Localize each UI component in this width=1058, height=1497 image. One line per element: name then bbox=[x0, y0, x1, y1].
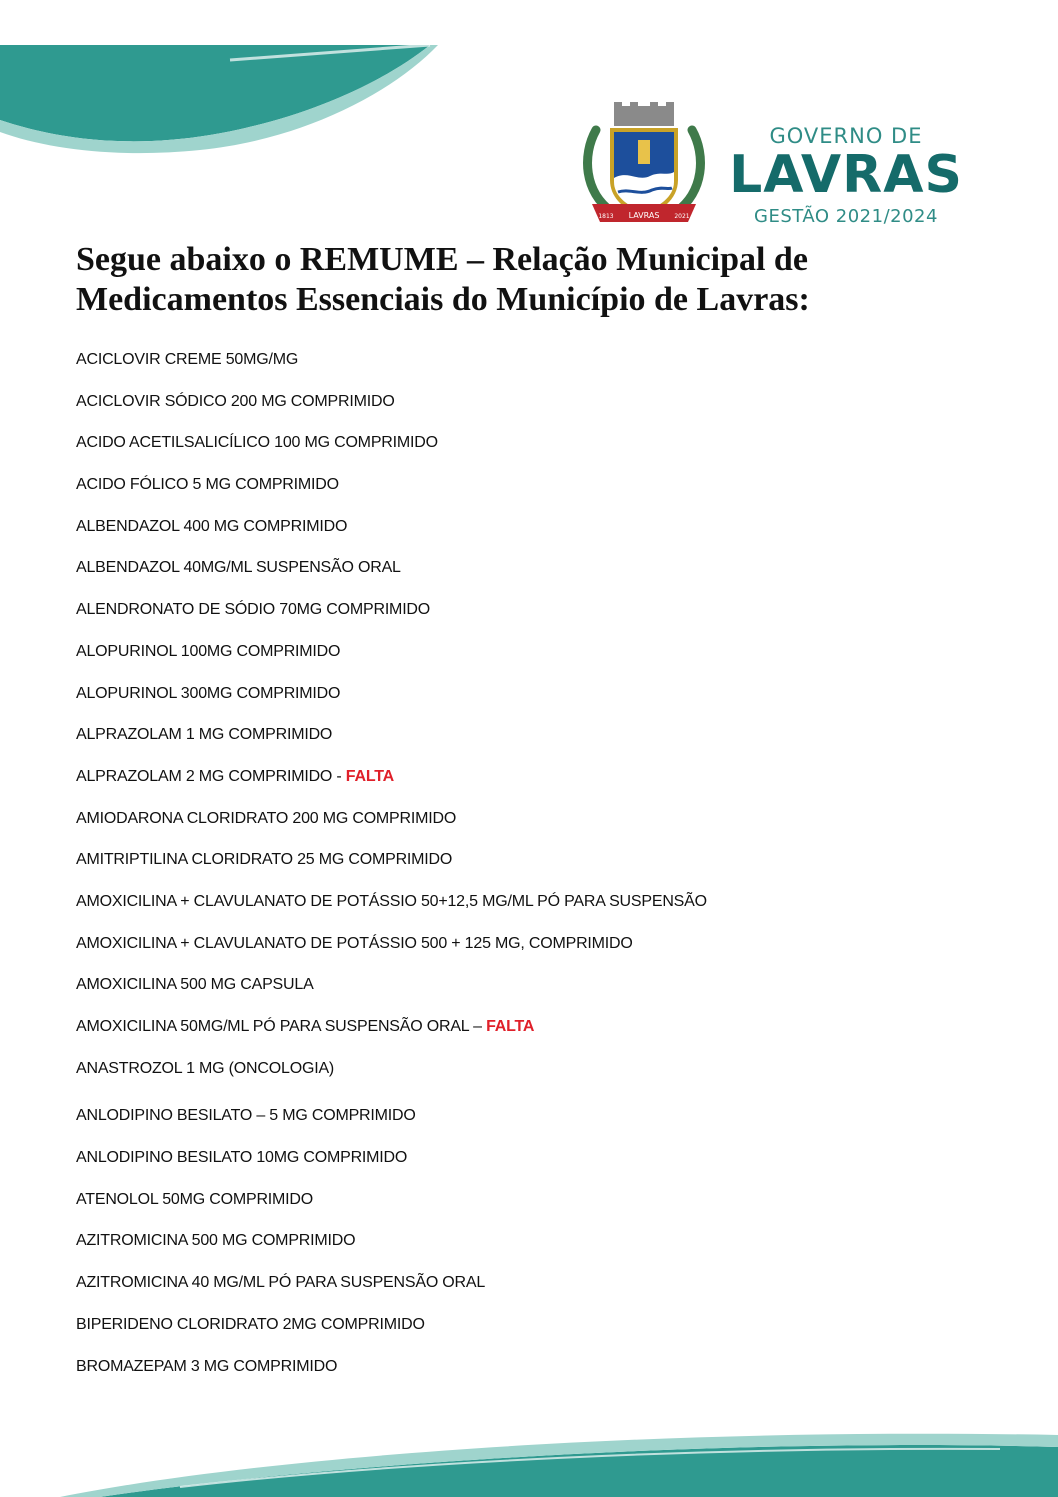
medicine-item bbox=[76, 637, 707, 679]
medicine-item bbox=[76, 929, 707, 971]
medicine-name: BROMAZEPAM 3 MG COMPRIMIDO bbox=[76, 1357, 338, 1375]
medicine-name: AMIODARONA CLORIDRATO 200 MG COMPRIMIDO bbox=[76, 809, 457, 827]
medicine-item bbox=[76, 512, 707, 554]
medicine-name: BIPERIDENO CLORIDRATO 2MG COMPRIMIDO bbox=[76, 1315, 425, 1333]
medicine-name: AMOXICILINA + CLAVULANATO DE POTÁSSIO 50+12,5 MG/ML PÓ PARA SUSPENSÃO bbox=[76, 892, 707, 910]
medicine-name: ALPRAZOLAM 1 MG COMPRIMIDO bbox=[76, 726, 333, 744]
medicine-item bbox=[76, 762, 707, 804]
medicine-item bbox=[76, 1054, 707, 1096]
medicine-item bbox=[76, 679, 707, 721]
logo-line-gestao: GESTÃO 2021/2024 bbox=[754, 206, 938, 227]
page-title: Segue abaixo o REMUME – Relação Municipal de Medicamentos Essenciais do Município de Lavras: bbox=[76, 241, 810, 318]
medicine-name: AMOXICILINA 50MG/ML PÓ PARA SUSPENSÃO ORAL bbox=[76, 1018, 469, 1035]
medicine-name: ACICLOVIR CREME 50MG/MG bbox=[76, 351, 299, 368]
medicine-name: AMOXICILINA + CLAVULANATO DE POTÁSSIO 500 + 125 MG, COMPRIMIDO bbox=[76, 934, 633, 952]
medicine-item bbox=[76, 1143, 707, 1185]
medicine-item bbox=[76, 1101, 707, 1143]
shortage-flag: FALTA bbox=[486, 1018, 535, 1035]
medicine-item bbox=[76, 804, 707, 846]
medicine-name: AZITROMICINA 40 MG/ML PÓ PARA SUSPENSÃO ORAL bbox=[76, 1274, 486, 1292]
medicine-name: ACICLOVIR SÓDICO 200 MG COMPRIMIDO bbox=[76, 392, 395, 410]
city-crest-icon bbox=[578, 100, 710, 232]
footer-swoosh-decoration bbox=[0, 1427, 1058, 1497]
crest-year-left: 1813 bbox=[598, 213, 614, 220]
medicine-name: ACIDO ACETILSALICÍLICO 100 MG COMPRIMIDO bbox=[76, 434, 438, 452]
governo-lavras-logo bbox=[578, 100, 968, 235]
medicine-separator: – bbox=[468, 1018, 487, 1035]
medicine-name: AZITROMICINA 500 MG COMPRIMIDO bbox=[76, 1232, 356, 1250]
medicine-item bbox=[76, 595, 707, 637]
medicine-item bbox=[76, 428, 707, 470]
medicine-name: ATENOLOL 50MG COMPRIMIDO bbox=[76, 1190, 314, 1208]
medicine-name: ACIDO FÓLICO 5 MG COMPRIMIDO bbox=[76, 476, 339, 494]
medicine-name: ANLODIPINO BESILATO 10MG COMPRIMIDO bbox=[76, 1149, 408, 1167]
medicine-item bbox=[76, 1226, 707, 1268]
medicine-name: ALENDRONATO DE SÓDIO 70MG COMPRIMIDO bbox=[76, 601, 431, 619]
medicine-item bbox=[76, 1268, 707, 1310]
medicine-name: ALPRAZOLAM 2 MG COMPRIMIDO bbox=[76, 767, 333, 785]
logo-wordmark bbox=[728, 124, 964, 227]
medicine-item bbox=[76, 387, 707, 429]
medicine-item bbox=[76, 1352, 707, 1394]
medicine-item bbox=[76, 887, 707, 929]
medicine-name: ALBENDAZOL 40MG/ML SUSPENSÃO ORAL bbox=[76, 559, 401, 577]
medicine-name: ALBENDAZOL 400 MG COMPRIMIDO bbox=[76, 517, 348, 535]
medicine-item bbox=[76, 1012, 707, 1054]
medicine-item bbox=[76, 1185, 707, 1227]
crest-ribbon-text: LAVRAS bbox=[628, 211, 660, 220]
medicine-separator: - bbox=[332, 767, 346, 785]
medicine-item bbox=[76, 845, 707, 887]
medicine-name: ANLODIPINO BESILATO – 5 MG COMPRIMIDO bbox=[76, 1107, 416, 1125]
crest-year-right: 2021 bbox=[674, 213, 690, 220]
shortage-flag: FALTA bbox=[345, 767, 394, 785]
medicine-item bbox=[76, 553, 707, 595]
medicine-name: AMOXICILINA 500 MG CAPSULA bbox=[76, 976, 314, 994]
logo-line-governo: GOVERNO DE bbox=[769, 124, 923, 148]
medicine-item bbox=[76, 1310, 707, 1352]
medicine-name: ANASTROZOL 1 MG (ONCOLOGIA) bbox=[76, 1059, 335, 1077]
medicine-item bbox=[76, 345, 707, 387]
medicine-name: ALOPURINOL 300MG COMPRIMIDO bbox=[76, 684, 341, 702]
logo-city-name: LAVRAS bbox=[729, 145, 963, 205]
medicine-item bbox=[76, 970, 707, 1012]
medicine-name: AMITRIPTILINA CLORIDRATO 25 MG COMPRIMIDO bbox=[76, 851, 453, 869]
medicine-name: ALOPURINOL 100MG COMPRIMIDO bbox=[76, 642, 341, 660]
medicine-item bbox=[76, 720, 707, 762]
medicine-item bbox=[76, 470, 707, 512]
medicine-list bbox=[76, 345, 707, 1393]
